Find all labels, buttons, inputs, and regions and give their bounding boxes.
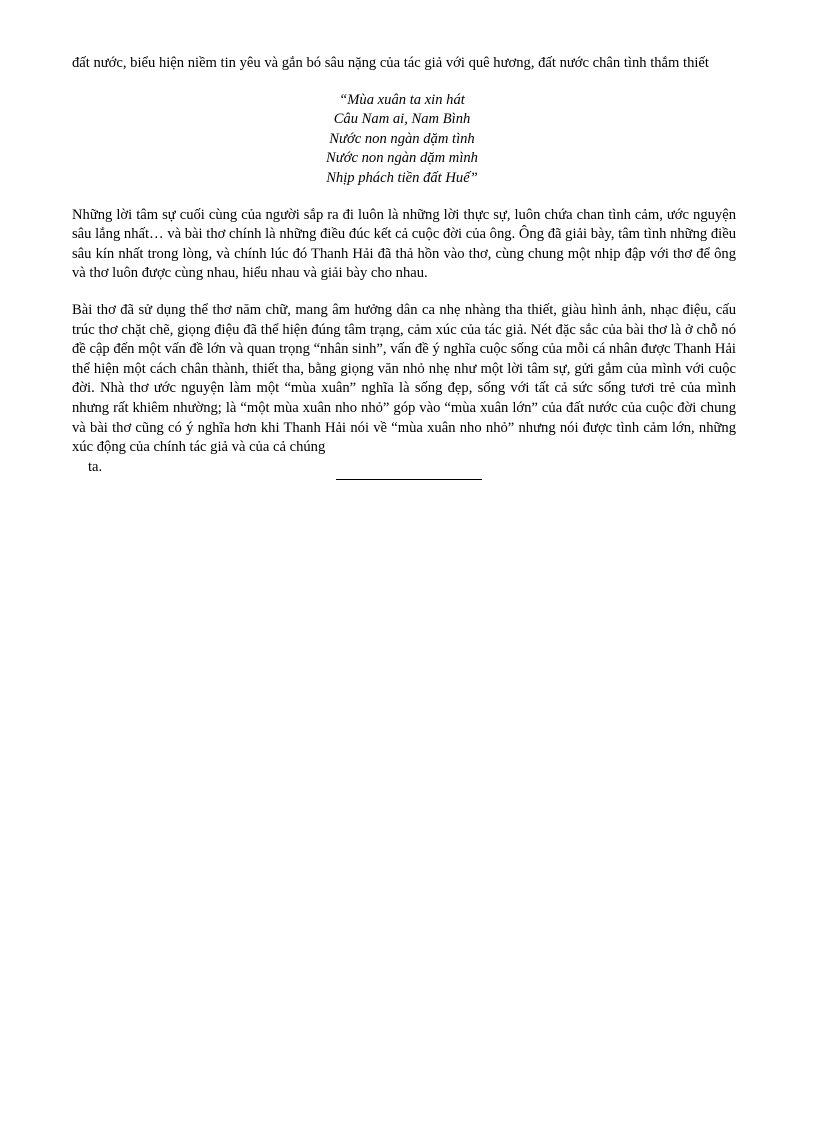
poem-line: “Mùa xuân ta xin hát [339,91,465,108]
body-paragraph-3 [72,301,736,477]
poem-quote [72,91,732,189]
document-page [72,54,736,480]
poem-line: Nước non ngàn dặm mình [326,150,478,167]
poem-line: Nhịp phách tiền đất Huế” [326,169,478,186]
intro-paragraph: đất nước, biểu hiện niềm tin yêu và gắn bó sâu nặng của tác giả với quê hương, đất nước chân tình thắm thiết [72,55,709,71]
spacer [72,284,736,301]
poem-line: Câu Nam ai, Nam Bình [333,111,471,128]
spacer [72,74,736,91]
body-paragraph-3-text: Bài thơ đã sử dụng thể thơ năm chữ, mang âm hưởng dân ca nhẹ nhàng tha thiết, giàu hình ảnh, nhạc điệu, cấu trúc thơ chặt chẽ, giọng điệu đã thể hiện đúng tâm trạng, cảm xúc của tác giả. Nét đặc sắc của bài thơ là ở chỗ nó đề cập đến một vấn đề lớn và quan trọng “nhân sinh”, vấn đề ý nghĩa cuộc sống của mỗi cá nhân được Thanh Hải thể hiện một cách chân thành, thiết tha, bằng giọng văn nhỏ nhẹ như một lời tâm sự, gửi gắm của mình với cuộc đời. Nhà thơ ước nguyện làm một “mùa xuân” nghĩa là sống đẹp, sống với tất cả sức sống tươi trẻ của mình nhưng rất khiêm nhường; là “một mùa xuân nho nhỏ” góp vào “mùa xuân lớn” của đất nước của cuộc đời chung và bài thơ cũng có ý nghĩa hơn khi Thanh Hải nói về “mùa xuân nho nhỏ” nhưng nói được tình cảm lớn, những xúc động của chính tác giả và của cả chúng [72,301,736,456]
body-paragraph-3-tail: ta. [88,458,103,475]
spacer [72,189,736,206]
end-divider [336,479,482,480]
poem-line: Nước non ngàn dặm tình [329,130,475,147]
body-paragraph-2: Những lời tâm sự cuối cùng của người sắp ra đi luôn là những lời thực sự, luôn chứa chan tình cảm, ước nguyện sâu lắng nhất… và bài thơ chính là những điều đúc kết cả cuộc đời của ông. Ông đã giải bày, tâm tình những điều sâu kín nhất trong lòng, và chính lúc đó Thanh Hải đã thả hồn vào thơ, cùng chung một nhịp đập với thơ để ông và thơ luôn được cùng nhau, hiểu nhau và giải bày cho nhau. [72,206,736,282]
